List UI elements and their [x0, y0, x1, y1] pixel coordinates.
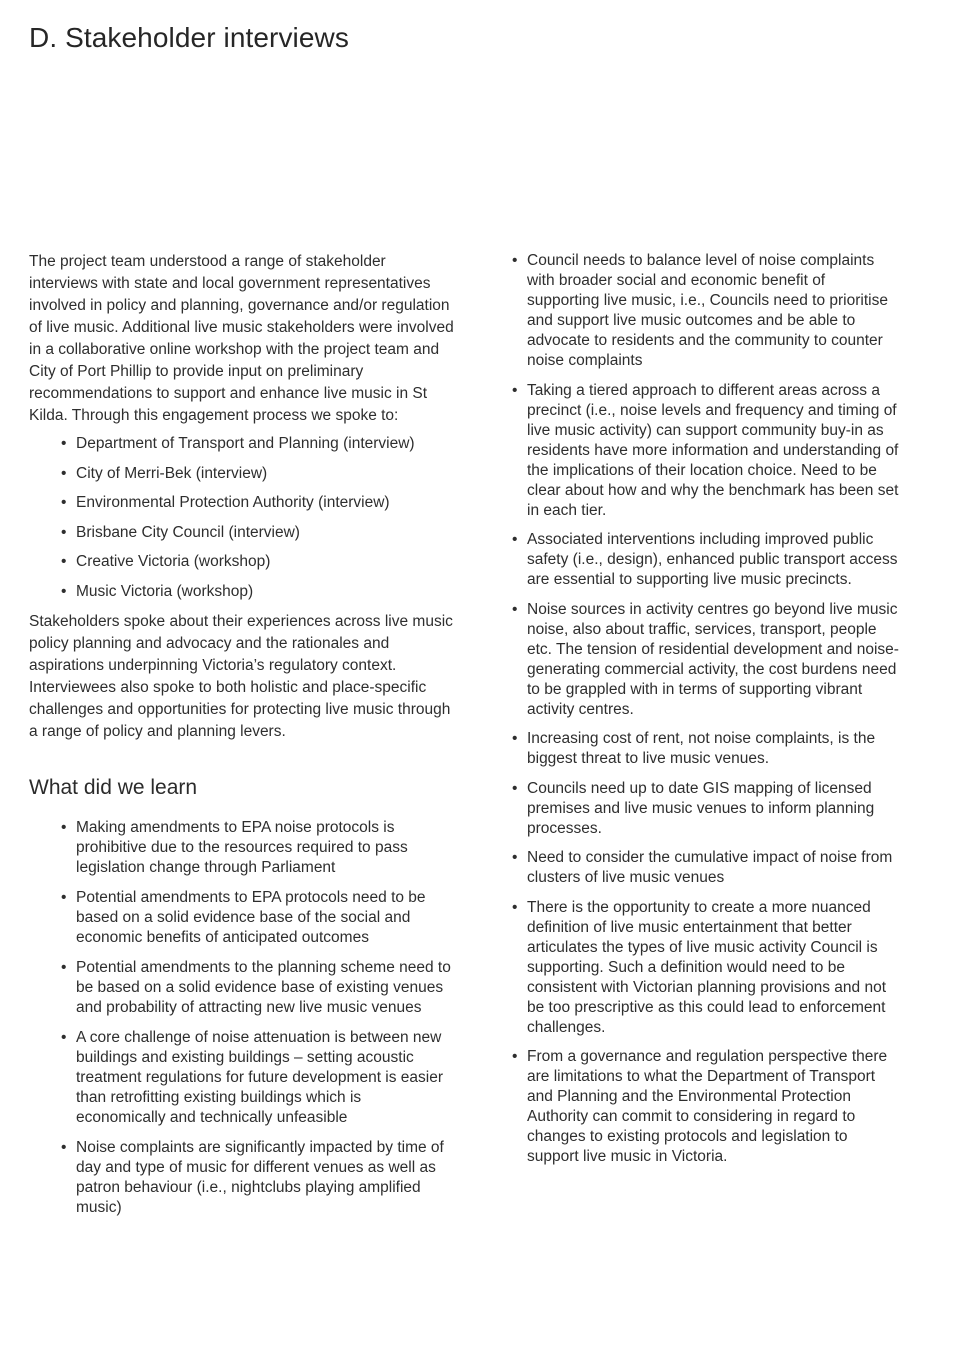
list-item: • From a governance and regulation perspective there are limitations to what the Department of Transport and Planning and the Environmental Protection Authority can commit to considering in regard to changes to existing protocols and legislation to support live music in Victoria. [527, 1047, 900, 1167]
list-item: • Environmental Protection Authority (interview) [76, 493, 454, 513]
list-item: • Council needs to balance level of noise complaints with broader social and economic benefit of supporting live music, i.e., Councils need to prioritise and support live music outcomes and be able to advocate to residents and the community to counter noise complaints [527, 251, 900, 371]
list-item: • Making amendments to EPA noise protocols is prohibitive due to the resources required to pass legislation change through Parliament [76, 818, 454, 878]
left-column [29, 251, 454, 1228]
page-title: D. Stakeholder interviews [29, 22, 349, 53]
list-item: • Department of Transport and Planning (interview) [76, 434, 454, 454]
list-item: • A core challenge of noise attenuation is between new buildings and existing buildings – setting acoustic treatment regulations for future development is easier than retrofitting existing buildings which is economically and technically unfeasible [76, 1028, 454, 1128]
list-item: • Taking a tiered approach to different areas across a precinct (i.e., noise levels and frequency and timing of live music activity) can support community buy-in as residents have more information and understanding of the implications of their location choice. Need to be clear about how and why the benchmark has been set in each tier. [527, 381, 900, 521]
right-column [510, 251, 900, 1177]
list-item: • City of Merri-Bek (interview) [76, 464, 454, 484]
section-heading: What did we learn [29, 776, 198, 799]
intro-paragraph: The project team understood a range of stakeholder interviews with state and local government representatives involved in policy and planning, governance and/or regulation of live music. Additional live music stakeholders were involved in a collaborative online workshop with the project team and City of Port Phillip to provide input on preliminary recommendations to support and enhance live music in St Kilda. Through this engagement process we spoke to: [29, 253, 454, 424]
list-item: • Councils need up to date GIS mapping of licensed premises and live music venues to inform planning processes. [527, 779, 900, 839]
learnings-list-left [29, 818, 454, 1218]
list-item: • Increasing cost of rent, not noise complaints, is the biggest threat to live music venues. [527, 729, 900, 769]
list-item: • Potential amendments to the planning scheme need to be based on a solid evidence base of existing venues and probability of attracting new live music venues [76, 958, 454, 1018]
stakeholder-list [29, 434, 454, 602]
list-item: • Noise complaints are significantly impacted by time of day and type of music for different venues as well as patron behaviour (i.e., nightclubs playing amplified music) [76, 1138, 454, 1218]
list-item: • Need to consider the cumulative impact of noise from clusters of live music venues [527, 848, 900, 888]
list-item: • Creative Victoria (workshop) [76, 552, 454, 572]
list-item: • There is the opportunity to create a more nuanced definition of live music entertainment that better articulates the types of live music activity Council is supporting. Such a definition would need to be consistent with Victorian planning provisions and not be too prescriptive as this could lead to enforcement challenges. [527, 898, 900, 1038]
learnings-list-right [510, 251, 900, 1167]
list-item: • Potential amendments to EPA protocols need to be based on a solid evidence base of the social and economic benefits of anticipated outcomes [76, 888, 454, 948]
list-item: • Brisbane City Council (interview) [76, 523, 454, 543]
list-item: • Music Victoria (workshop) [76, 582, 454, 602]
summary-paragraph: Stakeholders spoke about their experiences across live music policy planning and advocacy and the rationales and aspirations underpinning Victoria’s regulatory context. Interviewees also spoke to both holistic and place-specific challenges and opportunities for protecting live music through a range of policy and planning levers. [29, 613, 453, 740]
list-item: • Noise sources in activity centres go beyond live music noise, also about traffic, services, transport, people etc. The tension of residential development and noise-generating commercial activity, the cost burdens need to be grappled with in terms of supporting vibrant activity centres. [527, 600, 900, 720]
list-item: • Associated interventions including improved public safety (i.e., design), enhanced public transport access are essential to supporting live music precincts. [527, 530, 900, 590]
